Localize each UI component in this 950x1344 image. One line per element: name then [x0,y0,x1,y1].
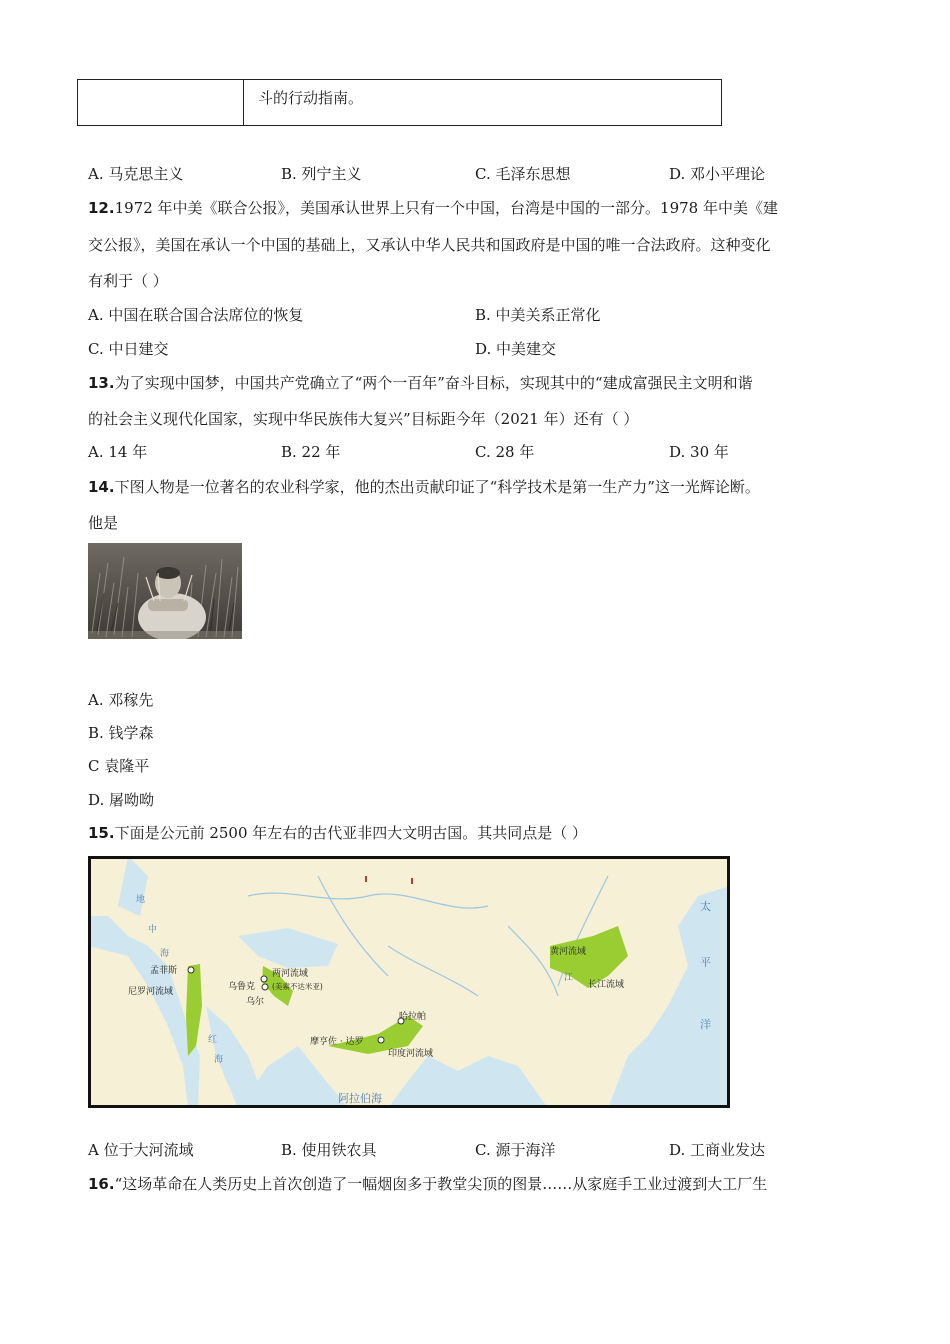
q14-line-1 [88,477,760,497]
label-nile: 尼罗河流域 [128,987,174,997]
q12-line-3: 有利于（ ） [88,272,168,290]
map-art [88,856,730,1108]
table-cell-text: 斗的行动指南。 [258,89,364,107]
q12-line-2: 交公报》，美国在承认一个中国的基础上，又承认中华人民共和国政府是中国的唯一合法政府。这种变化 [88,236,771,254]
q15-option-b: B. 使用铁农具 [281,1141,377,1159]
q14-option-c: C 袁隆平 [88,757,150,775]
label-arabian-sea: 阿拉伯海 [338,1092,382,1105]
q14-option-a: A. 邓稼先 [88,691,154,709]
q14-text-1: 下图人物是一位著名的农业科学家，他的杰出贡献印证了“科学技术是第一生产力”这一光辉论断。 [114,478,760,496]
label-med-3: 海 [160,949,170,959]
label-med-1: 地 [136,895,146,905]
q13-line-2: 的社会主义现代化国家，实现中华民族伟大复兴”目标距今年（2021 年）还有（ ） [88,410,639,428]
label-indus: 印度河流域 [388,1049,434,1059]
label-memphis: 孟菲斯 [150,966,178,976]
answer-table [77,79,722,126]
q12-option-a: A. 中国在联合国合法席位的恢复 [88,306,304,324]
label-yangtze: 长江流域 [588,980,625,990]
q12-line-1 [88,198,778,218]
label-uruk: 乌鲁克 [228,982,256,992]
q12-option-b: B. 中美关系正常化 [475,306,601,324]
label-jiang: 江 [564,973,574,983]
q13-option-a: A. 14 年 [88,443,148,461]
q12-option-d: D. 中美建交 [475,340,557,358]
q16-line-1 [88,1174,767,1194]
label-mesopotamia: (美索不达米亚) [272,982,323,991]
q12-option-c: C. 中日建交 [88,340,169,358]
q15-option-a: A 位于大河流域 [88,1141,194,1159]
q14-option-d: D. 屠呦呦 [88,791,155,809]
q13-option-d: D. 30 年 [669,443,729,461]
q15-line-1 [88,823,587,843]
scientist-photo [88,543,242,639]
q15-text: 下面是公元前 2500 年左右的古代亚非四大文明古国。其共同点是（ ） [114,824,588,842]
label-red-sea-2: 海 [214,1055,224,1065]
q14-line-2: 他是 [88,514,119,532]
q13-option-b: B. 22 年 [281,443,341,461]
q12-number: 12. [88,199,115,217]
q13-text-1: 为了实现中国梦，中国共产党确立了“两个一百年”奋斗目标，实现其中的“建成富强民主文明和谐 [114,374,753,392]
q16-number: 16. [88,1175,115,1193]
label-harappa: 哈拉帕 [399,1012,427,1022]
label-yellow-river: 黄河流域 [550,947,587,957]
q15-number: 15. [88,824,115,842]
label-pacific-3: 洋 [700,1018,711,1031]
q11-option-a: A. 马克思主义 [88,165,184,183]
q14-number: 14. [88,478,115,496]
label-two-rivers: 两河流域 [272,969,309,979]
label-pacific-2: 平 [700,956,711,969]
q11-option-d: D. 邓小平理论 [669,165,766,183]
q15-option-c: C. 源于海洋 [475,1141,556,1159]
q11-option-c: C. 毛泽东思想 [475,165,571,183]
q16-text: “这场革命在人类历史上首次创造了一幅烟囱多于教堂尖顶的图景……从家庭手工业过渡到大工厂生 [114,1175,768,1193]
label-ur: 乌尔 [246,997,265,1007]
table-row [78,80,722,126]
q13-number: 13. [88,374,115,392]
label-mohenjo: 摩亨佐 · 达罗 [310,1037,364,1047]
q15-option-d: D. 工商业发达 [669,1141,766,1159]
label-med-2: 中 [148,925,158,935]
scientist-photo-art [88,543,242,639]
q13-line-1 [88,373,753,393]
q13-option-c: C. 28 年 [475,443,535,461]
q11-option-b: B. 列宁主义 [281,165,362,183]
ancient-civilizations-map [88,856,730,1108]
label-pacific-1: 太 [700,900,711,913]
label-red-sea-1: 红 [208,1035,218,1045]
q12-text-1: 1972 年中美《联合公报》，美国承认世界上只有一个中国，台湾是中国的一部分。1978 年中美《建 [114,199,778,217]
table-cell-right [244,80,722,126]
q14-option-b: B. 钱学森 [88,724,154,742]
table-cell-left [78,80,244,126]
